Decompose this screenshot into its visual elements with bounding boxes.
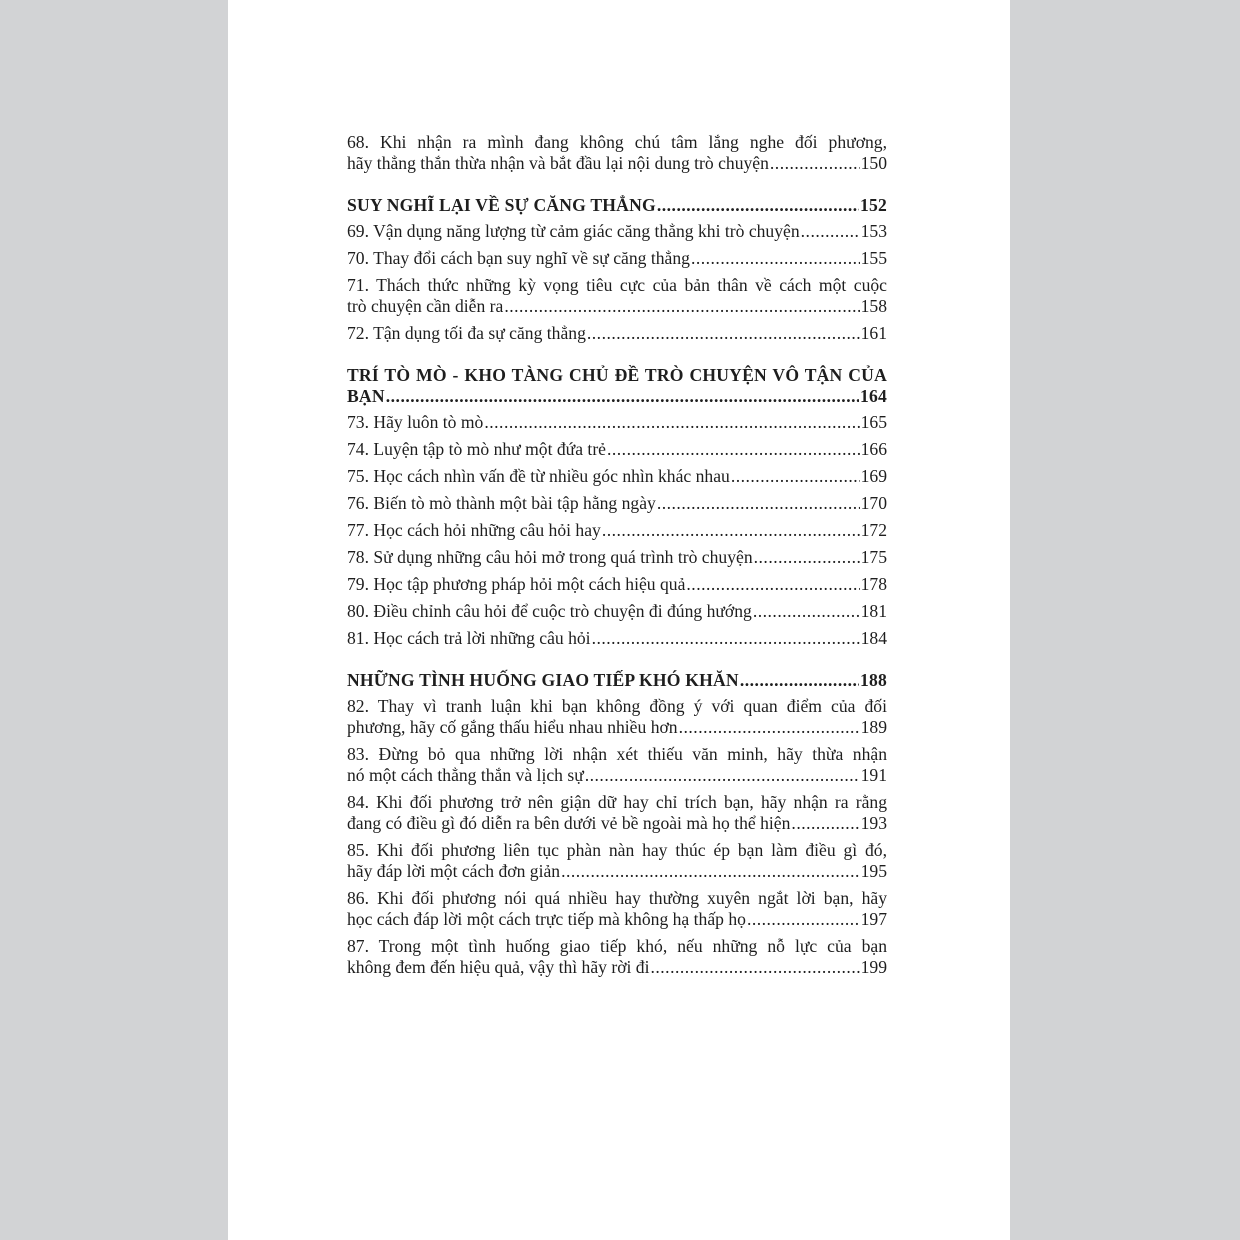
toc-entry-title: NHỮNG TÌNH HUỐNG GIAO TIẾP KHÓ KHĂN — [347, 670, 739, 690]
toc-entry-title: 76. Biến tò mò thành một bài tập hằng ngày — [347, 493, 656, 513]
toc-entry-line — [347, 323, 887, 344]
toc-entry-title: đang có điều gì đó diễn ra bên dưới vẻ bề ngoài mà họ thể hiện — [347, 813, 791, 833]
toc-entry-line — [347, 628, 887, 649]
toc-page-number: 197 — [860, 909, 887, 929]
dot-leader — [679, 717, 860, 738]
dot-leader — [770, 153, 860, 174]
toc-page-number: 195 — [860, 861, 887, 881]
toc-entry-text-line: TRÍ TÒ MÒ - KHO TÀNG CHỦ ĐỀ TRÒ CHUYỆN VÔ TẬN CỦA — [347, 365, 887, 385]
toc-entry-title: 69. Vận dụng năng lượng từ cảm giác căng thẳng khi trò chuyện — [347, 221, 800, 241]
dot-leader — [747, 909, 860, 930]
toc-page-number: 184 — [860, 628, 887, 648]
toc-page-number: 158 — [860, 296, 887, 316]
toc-page-number: 161 — [860, 323, 887, 343]
toc-entry — [347, 520, 887, 541]
toc-page-number: 175 — [860, 547, 887, 567]
dot-leader — [585, 765, 860, 786]
toc-page-number: 150 — [860, 153, 887, 173]
toc-entry-line — [347, 909, 887, 930]
toc-page-number: 188 — [860, 670, 887, 690]
toc-entry-text-line: 71. Thách thức những kỳ vọng tiêu cực của bản thân về cách một cuộc — [347, 275, 887, 295]
toc-entry-title: 70. Thay đổi cách bạn suy nghĩ về sự căng thẳng — [347, 248, 690, 268]
toc-page-number: 166 — [860, 439, 887, 459]
toc-entry-title: hãy đáp lời một cách đơn giản — [347, 861, 561, 881]
toc-entry-title: 79. Học tập phương pháp hỏi một cách hiệu quả — [347, 574, 686, 594]
toc-entry-text-line: 82. Thay vì tranh luận khi bạn không đồng ý với quan điểm của đối — [347, 696, 887, 716]
toc-entry-line — [347, 296, 887, 317]
toc-entry-line — [347, 520, 887, 541]
toc-entry-line — [347, 601, 887, 622]
toc-entry — [347, 792, 887, 834]
toc-entry — [347, 493, 887, 514]
toc-entry-line — [347, 547, 887, 568]
toc-entry — [347, 628, 887, 649]
toc-section-heading — [347, 670, 887, 691]
toc-entry — [347, 132, 887, 174]
toc-entry — [347, 439, 887, 460]
dot-leader — [801, 221, 860, 242]
dot-leader — [657, 493, 860, 514]
toc-entry-title: nó một cách thẳng thắn và lịch sự — [347, 765, 584, 785]
toc-entry-title: 75. Học cách nhìn vấn đề từ nhiều góc nhìn khác nhau — [347, 466, 730, 486]
toc-entry-line — [347, 861, 887, 882]
toc-entry-line — [347, 957, 887, 978]
toc-entry-title: SUY NGHĨ LẠI VỀ SỰ CĂNG THẲNG — [347, 195, 656, 215]
toc-section-heading — [347, 195, 887, 216]
toc-entry-line — [347, 153, 887, 174]
toc-entry — [347, 323, 887, 344]
toc-page-number: 153 — [860, 221, 887, 241]
table-of-contents — [347, 132, 887, 984]
dot-leader — [740, 670, 859, 691]
toc-page-number: 199 — [860, 957, 887, 977]
toc-entry-title: học cách đáp lời một cách trực tiếp mà không hạ thấp họ — [347, 909, 746, 929]
toc-entry-line — [347, 221, 887, 242]
toc-entry-title: không đem đến hiệu quả, vậy thì hãy rời đi — [347, 957, 650, 977]
dot-leader — [561, 861, 860, 882]
toc-entry — [347, 936, 887, 978]
toc-page-number: 170 — [860, 493, 887, 513]
toc-entry — [347, 412, 887, 433]
toc-entry-line — [347, 195, 887, 216]
dot-leader — [753, 601, 860, 622]
toc-entry — [347, 696, 887, 738]
toc-entry-line — [347, 412, 887, 433]
toc-entry-title: 72. Tận dụng tối đa sự căng thẳng — [347, 323, 586, 343]
dot-leader — [650, 957, 859, 978]
toc-entry — [347, 601, 887, 622]
toc-entry-line — [347, 574, 887, 595]
toc-entry-line — [347, 717, 887, 738]
toc-page-number: 178 — [860, 574, 887, 594]
dot-leader — [731, 466, 860, 487]
toc-section-heading — [347, 365, 887, 407]
toc-entry-line — [347, 765, 887, 786]
toc-entry — [347, 275, 887, 317]
toc-entry-title: 73. Hãy luôn tò mò — [347, 412, 484, 432]
toc-entry-text-line: 87. Trong một tình huống giao tiếp khó, nếu những nỗ lực của bạn — [347, 936, 887, 956]
toc-entry — [347, 248, 887, 269]
toc-entry-title: trò chuyện cần diễn ra — [347, 296, 504, 316]
toc-page-number: 191 — [860, 765, 887, 785]
dot-leader — [791, 813, 859, 834]
toc-entry-line — [347, 670, 887, 691]
toc-page-number: 172 — [860, 520, 887, 540]
toc-entry-line — [347, 248, 887, 269]
toc-entry-line — [347, 439, 887, 460]
toc-page-number: 193 — [860, 813, 887, 833]
toc-page-number: 169 — [860, 466, 887, 486]
toc-entry — [347, 221, 887, 242]
toc-entry-text-line: 85. Khi đối phương liên tục phàn nàn hay thúc ép bạn làm điều gì đó, — [347, 840, 887, 860]
toc-entry-title: 74. Luyện tập tò mò như một đứa trẻ — [347, 439, 606, 459]
toc-page-number: 189 — [860, 717, 887, 737]
dot-leader — [386, 386, 859, 407]
toc-entry — [347, 574, 887, 595]
toc-entry-line — [347, 493, 887, 514]
book-page — [228, 0, 1010, 1240]
toc-entry — [347, 466, 887, 487]
dot-leader — [691, 248, 860, 269]
toc-entry — [347, 888, 887, 930]
dot-leader — [504, 296, 859, 317]
dot-leader — [607, 439, 860, 460]
dot-leader — [602, 520, 860, 541]
toc-page-number: 164 — [860, 386, 887, 406]
toc-entry — [347, 744, 887, 786]
toc-entry-text-line: 84. Khi đối phương trở nên giận dữ hay chỉ trích bạn, hãy nhận ra rằng — [347, 792, 887, 812]
dot-leader — [592, 628, 860, 649]
toc-entry-title: phương, hãy cố gắng thấu hiểu nhau nhiều hơn — [347, 717, 678, 737]
toc-entry-line — [347, 466, 887, 487]
toc-entry — [347, 547, 887, 568]
dot-leader — [657, 195, 859, 216]
toc-entry-title: 81. Học cách trả lời những câu hỏi — [347, 628, 591, 648]
toc-entry-title: 77. Học cách hỏi những câu hỏi hay — [347, 520, 601, 540]
toc-entry-title: 80. Điều chỉnh câu hỏi để cuộc trò chuyện đi đúng hướng — [347, 601, 752, 621]
toc-page-number: 155 — [860, 248, 887, 268]
dot-leader — [686, 574, 859, 595]
dot-leader — [754, 547, 860, 568]
dot-leader — [484, 412, 859, 433]
toc-entry-title: 78. Sử dụng những câu hỏi mở trong quá trình trò chuyện — [347, 547, 753, 567]
toc-page-number: 181 — [860, 601, 887, 621]
toc-entry-title: hãy thẳng thắn thừa nhận và bắt đầu lại nội dung trò chuyện — [347, 153, 769, 173]
toc-entry-text-line: 83. Đừng bỏ qua những lời nhận xét thiếu văn minh, hãy thừa nhận — [347, 744, 887, 764]
toc-entry-text-line: 86. Khi đối phương nói quá nhiều hay thường xuyên ngắt lời bạn, hãy — [347, 888, 887, 908]
toc-entry-text-line: 68. Khi nhận ra mình đang không chú tâm lắng nghe đối phương, — [347, 132, 887, 152]
toc-page-number: 165 — [860, 412, 887, 432]
dot-leader — [587, 323, 860, 344]
toc-entry-line — [347, 386, 887, 407]
toc-entry-line — [347, 813, 887, 834]
toc-page-number: 152 — [860, 195, 887, 215]
toc-entry-title: BẠN — [347, 386, 385, 406]
toc-entry — [347, 840, 887, 882]
